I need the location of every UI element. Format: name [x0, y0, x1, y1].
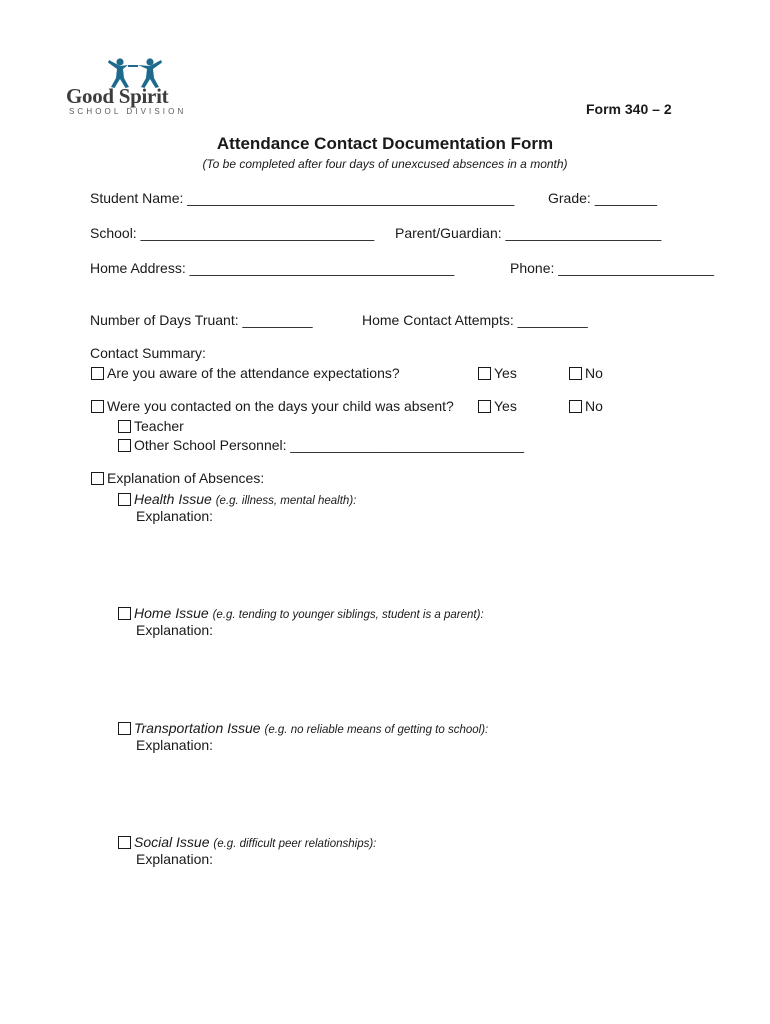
- form-number: Form 340 – 2: [586, 101, 672, 117]
- contacted-no-option[interactable]: [569, 398, 603, 414]
- transportation-explanation-label: Explanation:: [136, 737, 214, 753]
- expectations-no-option[interactable]: [569, 365, 603, 381]
- social-issue-example: (e.g. difficult peer relationships):: [213, 838, 377, 850]
- yes-checkbox[interactable]: [478, 367, 491, 380]
- yes-label: Yes: [494, 398, 517, 414]
- other-personnel-option[interactable]: [118, 437, 524, 453]
- home-issue-option[interactable]: [118, 605, 484, 621]
- transportation-issue-option[interactable]: [118, 720, 488, 736]
- student-name-field[interactable]: Student Name: __________________________________________: [90, 190, 515, 206]
- no-label: No: [585, 365, 603, 381]
- social-issue-option[interactable]: [118, 834, 376, 850]
- teacher-label: Teacher: [134, 418, 184, 434]
- teacher-option[interactable]: [118, 418, 184, 434]
- absences-heading-text: Explanation of Absences:: [107, 470, 265, 486]
- no-checkbox[interactable]: [569, 367, 582, 380]
- other-personnel-label: Other School Personnel: ______________________________: [134, 437, 525, 453]
- contacted-question-text: Were you contacted on the days your child was absent?: [107, 398, 454, 414]
- home-address-field[interactable]: Home Address: __________________________________: [90, 260, 455, 276]
- health-issue-option[interactable]: [118, 491, 356, 507]
- social-explanation-label: Explanation:: [136, 851, 214, 867]
- expectations-yes-option[interactable]: [478, 365, 517, 381]
- home-issue-label: Home Issue: [134, 605, 209, 621]
- social-issue-label: Social Issue: [134, 834, 210, 850]
- contact-attempts-field[interactable]: Home Contact Attempts: _________: [362, 312, 588, 328]
- school-field[interactable]: School: ______________________________: [90, 225, 375, 241]
- yes-label: Yes: [494, 365, 517, 381]
- grade-field[interactable]: Grade: ________: [548, 190, 657, 206]
- parent-guardian-field[interactable]: Parent/Guardian: ____________________: [395, 225, 662, 241]
- page-subtitle: (To be completed after four days of unexcused absences in a month): [202, 157, 568, 171]
- school-division-logo: [64, 56, 188, 118]
- contacted-checkbox[interactable]: [91, 400, 104, 413]
- no-label: No: [585, 398, 603, 414]
- logo-subtitle: SCHOOL DIVISION: [69, 107, 187, 116]
- health-issue-example: (e.g. illness, mental health):: [215, 495, 357, 507]
- home-issue-checkbox[interactable]: [118, 607, 131, 620]
- days-truant-field[interactable]: Number of Days Truant: _________: [90, 312, 313, 328]
- absences-heading: [91, 470, 264, 486]
- expectations-question-text: Are you aware of the attendance expectations?: [107, 365, 400, 381]
- no-checkbox[interactable]: [569, 400, 582, 413]
- health-issue-checkbox[interactable]: [118, 493, 131, 506]
- other-personnel-checkbox[interactable]: [118, 439, 131, 452]
- health-explanation-label: Explanation:: [136, 508, 214, 524]
- home-issue-example: (e.g. tending to younger siblings, student is a parent):: [212, 609, 484, 621]
- transportation-issue-label: Transportation Issue: [134, 720, 261, 736]
- contacted-yes-option[interactable]: [478, 398, 517, 414]
- contacted-question: [91, 398, 454, 414]
- health-issue-label: Health Issue: [134, 491, 212, 507]
- absences-checkbox[interactable]: [91, 472, 104, 485]
- social-issue-checkbox[interactable]: [118, 836, 131, 849]
- page-title: Attendance Contact Documentation Form: [216, 134, 554, 153]
- phone-field[interactable]: Phone: ____________________: [510, 260, 714, 276]
- home-explanation-label: Explanation:: [136, 622, 214, 638]
- transportation-issue-example: (e.g. no reliable means of getting to school):: [264, 724, 489, 736]
- teacher-checkbox[interactable]: [118, 420, 131, 433]
- expectations-checkbox[interactable]: [91, 367, 104, 380]
- contact-summary-heading: Contact Summary:: [90, 345, 206, 361]
- logo-name: Good Spirit: [66, 84, 169, 108]
- yes-checkbox[interactable]: [478, 400, 491, 413]
- transportation-issue-checkbox[interactable]: [118, 722, 131, 735]
- expectations-question: [91, 365, 400, 381]
